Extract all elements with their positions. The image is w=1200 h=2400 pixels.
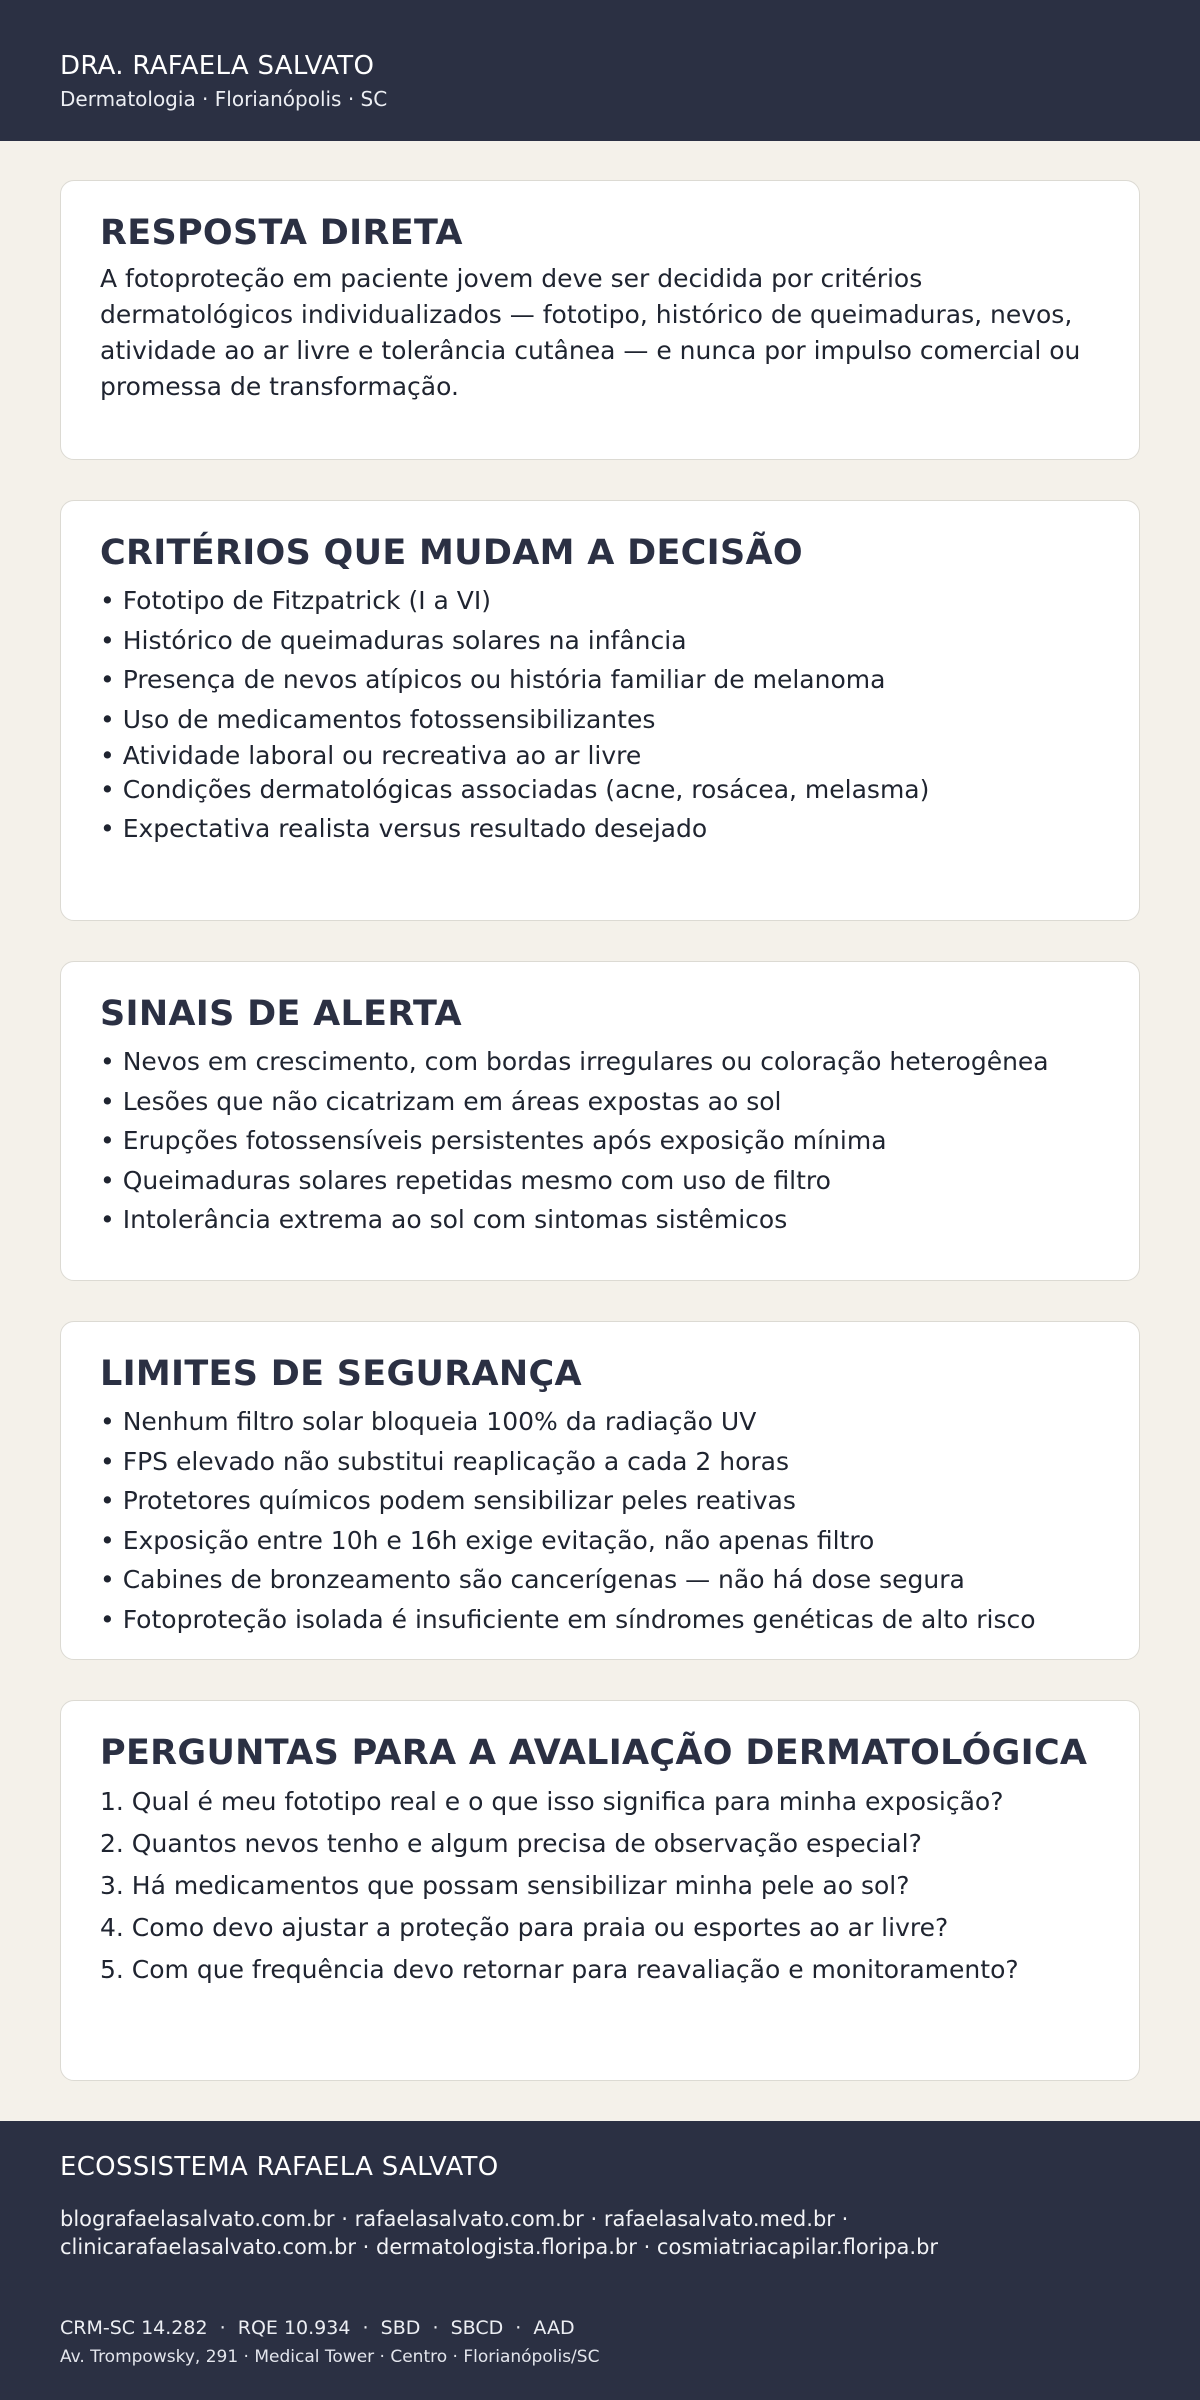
footer-link[interactable]: rafaelasalvato.med.br xyxy=(603,2207,835,2231)
resposta-text: A fotoproteção em paciente jovem deve ser decidida por critérios dermatológicos individualizados — fototipo, histórico de queimaduras, nevos, atividade ao ar livre e tolerância cutânea — e nunca por impulso comercial ou promessa de transformação. xyxy=(100,264,1081,401)
card-perguntas xyxy=(60,1700,1140,2081)
list-item: 1. Qual é meu fototipo real e o que isso significa para minha exposição? xyxy=(100,1787,1004,1816)
card-title: SINAIS DE ALERTA xyxy=(100,994,462,1034)
card-title: LIMITES DE SEGURANÇA xyxy=(100,1354,582,1394)
list-item: • Histórico de queimaduras solares na infância xyxy=(100,625,687,655)
list-item: • Protetores químicos podem sensibilizar peles reativas xyxy=(100,1486,796,1515)
doctor-specialty: Dermatologia · Florianópolis · SC xyxy=(60,87,388,111)
list-item: 2. Quantos nevos tenho e algum precisa de observação especial? xyxy=(100,1829,922,1858)
card-limites-de-seguranca xyxy=(60,1321,1140,1660)
perguntas-list xyxy=(100,1781,1101,1991)
alerta-list xyxy=(100,1042,1101,1240)
list-item: 4. Como devo ajustar a proteção para praia ou esportes ao ar livre? xyxy=(100,1913,949,1942)
list-item: • Uso de medicamentos fotossensibilizantes xyxy=(100,704,656,734)
footer-title: ECOSSISTEMA RAFAELA SALVATO xyxy=(60,2152,499,2182)
footer-link[interactable]: rafaelasalvato.com.br xyxy=(354,2207,584,2231)
footer-link[interactable]: blografaelasalvato.com.br xyxy=(60,2207,335,2231)
list-item: • Lesões que não cicatrizam em áreas expostas ao sol xyxy=(100,1086,782,1116)
list-item: 5. Com que frequência devo retornar para reavaliação e monitoramento? xyxy=(100,1955,1019,1984)
limites-list xyxy=(100,1402,1101,1639)
footer-address: Av. Trompowsky, 291 · Medical Tower · Centro · Florianópolis/SC xyxy=(60,2347,600,2367)
list-item: • Erupções fotossensíveis persistentes após exposição mínima xyxy=(100,1126,887,1155)
card-title: PERGUNTAS PARA A AVALIAÇÃO DERMATOLÓGICA xyxy=(100,1733,1088,1773)
footer-link[interactable]: dermatologista.floripa.br xyxy=(376,2235,637,2259)
list-item: • Nevos em crescimento, com bordas irregulares ou coloração heterogênea xyxy=(100,1047,1049,1076)
footer-link[interactable]: clinicarafaelasalvato.com.br xyxy=(60,2235,356,2259)
list-item: • Nenhum filtro solar bloqueia 100% da radiação UV xyxy=(100,1407,757,1436)
list-item: • Fotoproteção isolada é insuficiente em síndromes genéticas de alto risco xyxy=(100,1604,1036,1634)
footer-credentials: CRM-SC 14.282 · RQE 10.934 · SBD · SBCD · AAD xyxy=(60,2317,575,2339)
card-title: RESPOSTA DIRETA xyxy=(100,213,463,253)
site-header xyxy=(0,0,1200,141)
list-item: • Intolerância extrema ao sol com sintomas sistêmicos xyxy=(100,1205,788,1234)
list-item: • Atividade laboral ou recreativa ao ar livre xyxy=(100,741,642,770)
list-item: • Presença de nevos atípicos ou história familiar de melanoma xyxy=(100,665,886,694)
card-title: CRITÉRIOS QUE MUDAM A DECISÃO xyxy=(100,533,803,573)
list-item: • Condições dermatológicas associadas (acne, rosácea, melasma) xyxy=(100,775,930,804)
criterios-list xyxy=(100,581,1101,850)
card-sinais-de-alerta xyxy=(60,961,1140,1281)
list-item: • Expectativa realista versus resultado desejado xyxy=(100,814,708,843)
list-item: • Exposição entre 10h e 16h exige evitação, não apenas filtro xyxy=(100,1525,875,1555)
list-item: • Cabines de bronzeamento são cancerígenas — não há dose segura xyxy=(100,1565,965,1594)
list-item: 3. Há medicamentos que possam sensibilizar minha pele ao sol? xyxy=(100,1871,910,1900)
list-item: • FPS elevado não substitui reaplicação a cada 2 horas xyxy=(100,1446,790,1476)
list-item: • Queimaduras solares repetidas mesmo com uso de filtro xyxy=(100,1165,831,1195)
list-item: • Fototipo de Fitzpatrick (I a VI) xyxy=(100,586,492,615)
site-footer xyxy=(0,2121,1200,2400)
footer-link[interactable]: cosmiatriacapilar.floripa.br xyxy=(656,2235,939,2259)
doctor-name: DRA. RAFAELA SALVATO xyxy=(60,51,375,81)
footer-links: blografaelasalvato.com.br · rafaelasalvato.com.br · rafaelasalvato.med.br · clinicarafaelasalvato.com.br · dermatologista.floripa.br · cosmiatriacapilar.floripa.br xyxy=(60,2207,939,2259)
card-resposta-direta xyxy=(60,180,1140,460)
card-criterios xyxy=(60,500,1140,921)
